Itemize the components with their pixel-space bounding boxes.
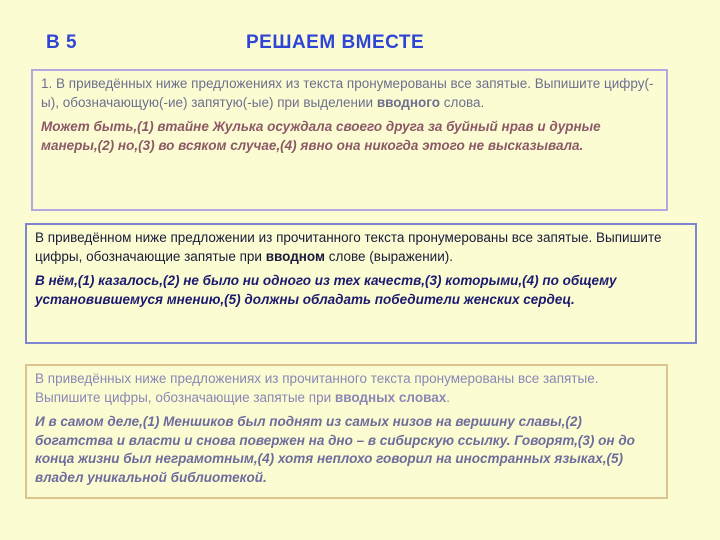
task-box-2 — [25, 223, 697, 344]
task-instruction — [35, 229, 687, 266]
task-example: В нём,(1) казалось,(2) не было ни одного из тех качеств,(3) которыми,(4) по общему установившемуся мнению,(5) должны обладать победители женских сердец. — [35, 273, 617, 307]
task-instruction — [35, 370, 658, 407]
slide-title: РЕШАЕМ ВМЕСТЕ — [246, 32, 425, 53]
task-box-3 — [25, 364, 668, 499]
task-example: Может быть,(1) втайне Жулька осуждала своего друга за буйный нрав и дурные манеры,(2) но,(3) во всяком случае,(4) явно она никогда этого не высказывала. — [41, 119, 601, 153]
instruction-text: В приведённых ниже предложениях из прочитанного текста пронумерованы все запятые. Выпишите цифры, обозначающие запятые при — [35, 371, 599, 405]
task-example: И в самом деле,(1) Меншиков был поднят из самых низов на вершину славы,(2) богатства и власти и снова повержен на дно – в сибирскую ссылку. Говорят,(3) он до конца жизни был неграмотным,(4) хотя неплохо говорил на иностранных языках,(5) владел уникальной библиотекой. — [35, 414, 635, 485]
task-box-1 — [31, 69, 668, 211]
instruction-text: В приведённом ниже предложении из прочитанного текста пронумерованы все запятые. Выпишите цифры, обозначающие запятые при — [35, 230, 662, 264]
instruction-keyword: вводных словах — [334, 389, 447, 405]
instruction-text: 1. В приведённых ниже предложениях из текста пронумерованы все запятые. Выпишите цифру(-ы), обозначающую(-ие) запятую(-ые) при выделении — [41, 76, 654, 110]
slide-number: В 5 — [46, 32, 78, 53]
instruction-keyword: вводного — [376, 94, 440, 110]
instruction-text-end: . — [446, 389, 450, 405]
task-instruction — [41, 75, 658, 112]
instruction-keyword: вводном — [265, 248, 325, 264]
instruction-text-end: слове (выражении). — [324, 248, 454, 264]
instruction-text-end: слова. — [439, 94, 485, 110]
